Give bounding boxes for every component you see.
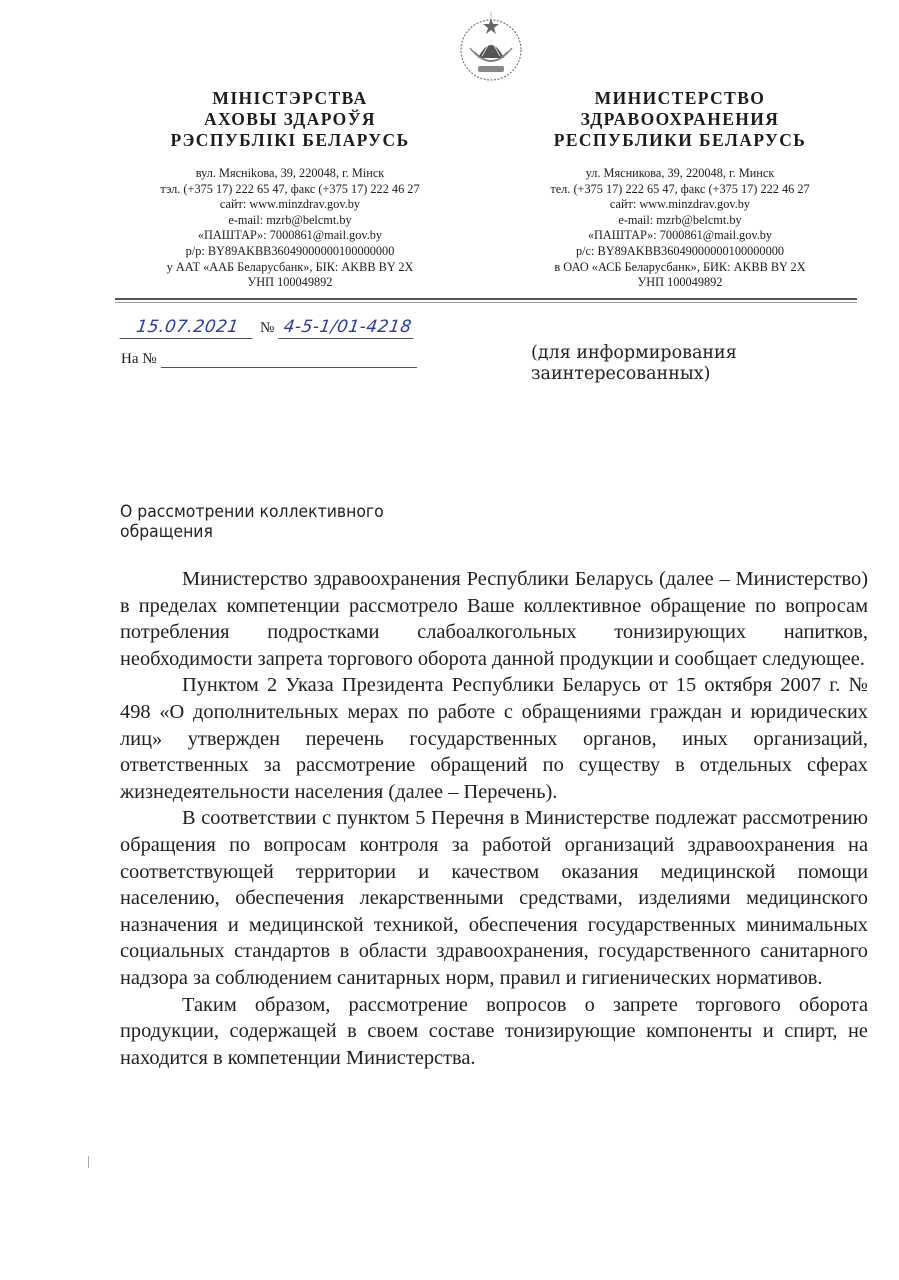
title-line: ЗДРАВООХРАНЕНИЯ: [580, 109, 780, 129]
body-paragraph: Пунктом 2 Указа Президента Республики Беларусь от 15 октября 2007 г. № 498 «О дополнительных мерах по работе с обращениями граждан и юридических лиц» утвержден перечень государственных органов, иных организаций, ответственных за рассмотрение обращений по существу в отдельных сферах жизнедеятельности населения (далее – Перечень).: [120, 674, 868, 803]
ministry-title-be: [110, 88, 470, 151]
contact-info-be: [110, 166, 470, 291]
belarus-coat-of-arms-icon: [456, 12, 526, 88]
email-line: e-mail: mzrb@belcmt.by: [618, 212, 742, 227]
subject-line: О рассмотрении коллективного: [120, 502, 384, 522]
title-line: РЕСПУБЛИКИ БЕЛАРУСЬ: [553, 130, 807, 150]
account-line: р/р: BY89AKBB36049000000100000000: [185, 243, 395, 258]
handwritten-date: 15.07.2021: [119, 317, 255, 339]
bank-line: в ОАО «АСБ Беларусбанк», БИК: AKBB BY 2X: [554, 259, 806, 274]
letter-body: [120, 566, 868, 1071]
reply-to-label: На №: [121, 351, 157, 367]
ministry-title-ru: [500, 88, 860, 151]
reply-to-blank-line: [161, 349, 417, 368]
title-line: МІНІСТЭРСТВА: [212, 88, 368, 108]
website-line: сайт: www.minzdrav.gov.by: [609, 197, 751, 212]
address-line: ул. Мясникова, 39, 220048, г. Минск: [585, 166, 775, 180]
unp-line: УНП 100049892: [247, 275, 333, 290]
phone-line: тэл. (+375 17) 222 65 47, факс (+375 17) 222 46 27: [160, 181, 420, 196]
subject-line: обращения: [120, 522, 213, 542]
unp-line: УНП 100049892: [637, 275, 723, 290]
header-divider-thin: [115, 302, 857, 303]
header-belarusian: [110, 88, 470, 291]
title-line: МИНИСТЕРСТВО: [594, 88, 766, 108]
contact-info-ru: [500, 166, 860, 291]
scan-margin-mark: [88, 1156, 89, 1168]
account-line: р/с: BY89AKBB36049000000100000000: [575, 243, 785, 258]
header-divider: [115, 298, 857, 300]
pashtar-line: «ПАШТАР»: 7000861@mail.gov.by: [587, 228, 773, 243]
website-line: сайт: www.minzdrav.gov.by: [219, 197, 361, 212]
addressee-line: (для информирования: [531, 343, 737, 363]
header-russian: [500, 88, 860, 291]
phone-line: тел. (+375 17) 222 65 47, факс (+375 17) 222 46 27: [550, 181, 810, 196]
number-sign: №: [260, 320, 275, 336]
handwritten-reg-number: 4-5-1/01-4218: [279, 317, 417, 339]
title-line: РЭСПУБЛІКІ БЕЛАРУСЬ: [170, 130, 410, 150]
bank-line: у ААТ «ААБ Беларусбанк», БІК: AKBB BY 2X: [166, 259, 414, 274]
pashtar-line: «ПАШТАР»: 7000861@mail.gov.by: [197, 228, 383, 243]
email-line: e-mail: mzrb@belcmt.by: [228, 212, 352, 227]
title-line: АХОВЫ ЗДАРОЎЯ: [204, 109, 376, 129]
body-paragraph: В соответствии с пунктом 5 Перечня в Министерстве подлежат рассмотрению обращения по вопросам контроля за работой организаций здравоохранения на соответствующей территории и качеством оказания медицинской помощи населению, обеспечения лекарственными средствами, изделиями медицинского назначения и медицинской техникой, обеспечения государственных минимальных социальных стандартов в области здравоохранения, государственного санитарного надзора за соблюдением санитарных норм, правил и гигиенических нормативов.: [120, 807, 868, 989]
registration-row: [121, 317, 415, 339]
address-line: вул. Мясніkова, 39, 220048, г. Мінск: [195, 166, 385, 180]
reply-reference-row: [121, 349, 417, 368]
body-paragraph: Министерство здравоохранения Республики Беларусь (далее – Министерство) в пределах компетенции рассмотрело Ваше коллективное обращение по вопросам потребления подростками слабоалкогольных тонизирующих напитков, необходимости запрета торгового оборота данной продукции и сообщает следующее.: [120, 568, 868, 670]
body-paragraph: Таким образом, рассмотрение вопросов о запрете торгового оборота продукции, содержащей в своем составе тонизирующие компоненты и спирт, не находится в компетенции Министерства.: [120, 993, 868, 1069]
addressee-line: заинтересованных): [531, 364, 711, 384]
letter-subject: [120, 502, 433, 542]
addressee: [531, 343, 737, 385]
